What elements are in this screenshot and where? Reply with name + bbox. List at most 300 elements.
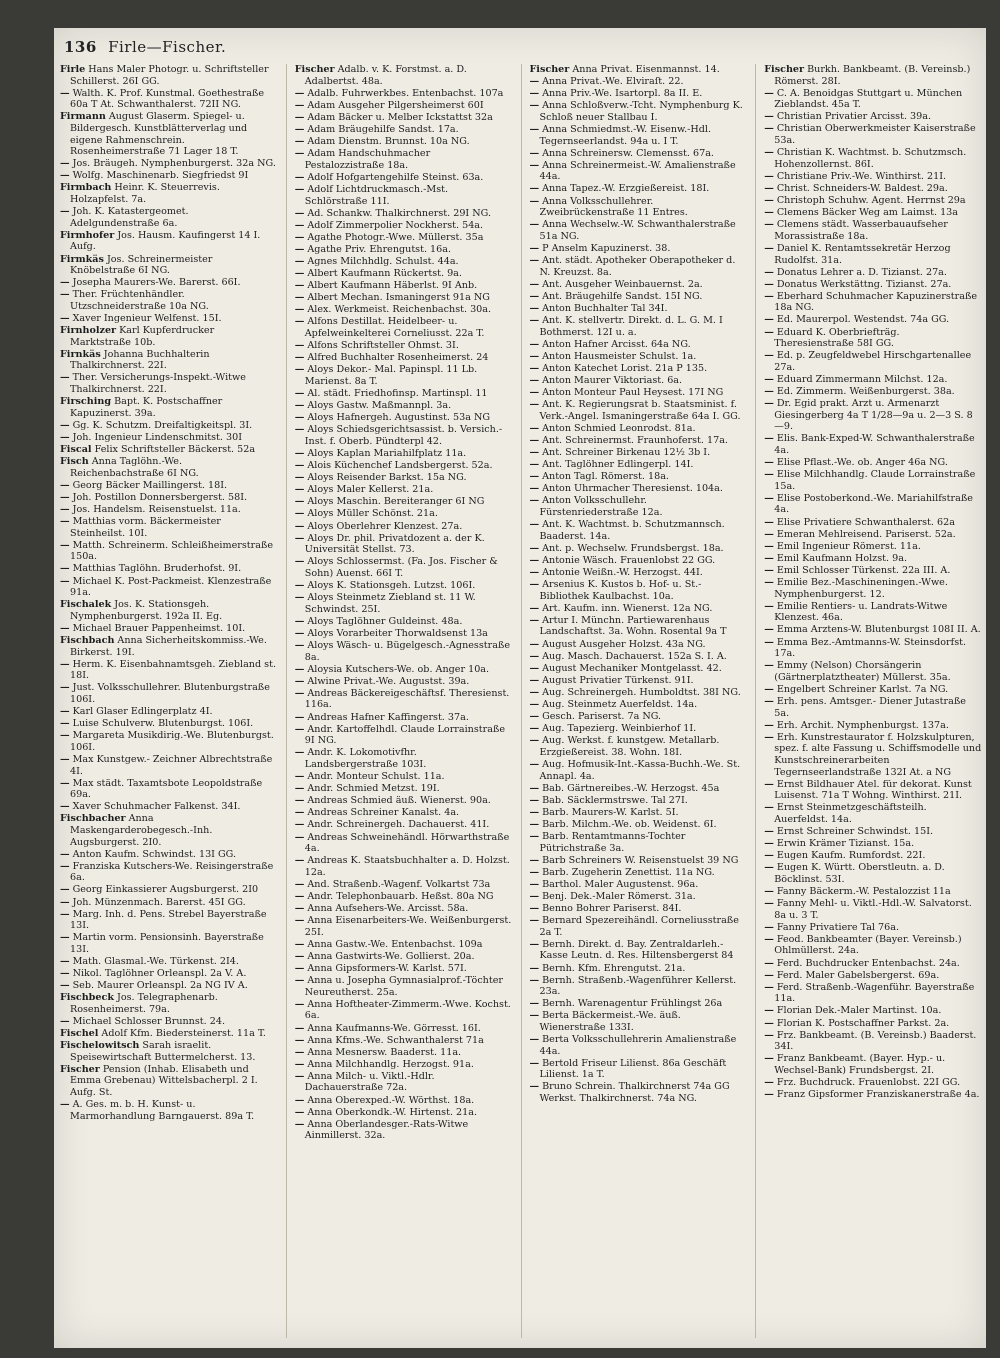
entry-details: Andr. Telephonbauarb. Heßst. 80a NG <box>307 890 494 902</box>
entry-details: Luise Schulverw. Blutenburgst. 106I. <box>72 718 254 730</box>
entry-details: Ferd. Buchdrucker Entenbachst. 24a. <box>776 957 960 969</box>
directory-entry <box>295 64 513 87</box>
entry-surname: — <box>294 292 305 304</box>
entry-surname: — <box>529 278 540 290</box>
entry-details: Anna Aufsehers-We. Arcisst. 58a. <box>307 903 469 915</box>
entry-surname: — <box>60 706 70 718</box>
directory-entry <box>530 1034 748 1057</box>
entry-details: Just. Volksschullehrer. Blutenburgstraße 106I. <box>70 682 270 705</box>
directory-entry <box>530 219 748 242</box>
directory-entry <box>60 444 278 456</box>
entry-surname: — <box>529 579 540 591</box>
entry-surname: — <box>764 719 774 731</box>
entry-details: Alois Küchenchef Landsbergerst. 52a. <box>307 460 493 472</box>
directory-entry <box>60 909 278 932</box>
entry-surname: — <box>294 352 305 364</box>
entry-surname: — <box>529 100 540 112</box>
entry-details: Ther. Versicherungs-Inspekt.-Witwe Thalkirchnerst. 22I. <box>70 372 246 396</box>
directory-entry <box>764 922 982 934</box>
directory-entry <box>295 1059 513 1071</box>
directory-entry <box>295 999 513 1022</box>
entry-details: Florian K. Postschaffner Parkst. 2a. <box>776 1017 950 1029</box>
directory-entry <box>530 148 748 160</box>
directory-entry <box>764 601 982 624</box>
entry-details: Clemens städt. Wasserbauaufseher Morassistraße 18a. <box>774 219 948 242</box>
entry-details: Fanny Bäckerm.-W. Pestalozzist 11a <box>776 885 951 897</box>
entry-details: Erh. Archit. Nymphenburgst. 137a. <box>776 719 949 731</box>
entry-surname: — <box>294 171 305 183</box>
entry-surname: — <box>294 496 305 508</box>
directory-entry <box>764 88 982 111</box>
directory-entry <box>295 891 513 903</box>
entry-surname: — <box>529 350 540 362</box>
directory-entry <box>530 423 748 435</box>
directory-entry <box>295 304 513 316</box>
entry-details: Ant. Taglöhner Edlingerpl. 14I. <box>542 459 694 471</box>
entry-details: Andr. K. Lokomotivfhr. Landsbergerstraße 103I. <box>304 747 427 770</box>
entry-details: Emil Ingenieur Römerst. 11a. <box>776 540 921 552</box>
directory-entry <box>295 292 513 304</box>
entry-surname: — <box>764 1053 774 1065</box>
directory-entry <box>60 659 278 682</box>
entry-details: Adalb. Fuhrwerkbes. Entenbachst. 107a <box>307 87 504 99</box>
entry-details: Aloys Müller Schönst. 21a. <box>307 508 438 520</box>
entry-surname: — <box>529 447 540 458</box>
directory-entry <box>60 182 278 205</box>
directory-entry <box>764 637 982 660</box>
entry-surname: — <box>60 431 70 443</box>
entry-surname: Fischer <box>60 1063 100 1075</box>
entry-details: Emeran Mehlreisend. Pariserst. 52a. <box>776 528 956 540</box>
entry-details: Math. Glasmal.-We. Türkenst. 2I4. <box>72 956 239 968</box>
entry-surname: — <box>294 87 305 99</box>
directory-entry <box>530 891 748 903</box>
entry-details: Anna Gastwirts-We. Gollierst. 20a. <box>307 950 475 962</box>
directory-entry <box>60 801 278 813</box>
entry-details: Eugen Kaufm. Rumfordst. 22I. <box>776 850 926 862</box>
entry-surname: — <box>294 592 305 604</box>
entry-details: Arsenius K. Kustos b. Hof- u. St.-Bibliothek Kaulbachst. 10a. <box>539 579 702 602</box>
entry-details: Anna Gipsformers-W. Karlst. 57I. <box>307 963 467 975</box>
directory-entry <box>764 934 982 957</box>
entry-surname: — <box>294 316 305 328</box>
entry-details: P Anselm Kapuzinerst. 38. <box>542 242 671 254</box>
entry-details: Franz Gipsformer Franziskanerstraße 4a. <box>776 1089 980 1101</box>
entry-details: Ant. Schreiner Birkenau 12½ 3b I. <box>542 447 711 458</box>
directory-entry <box>295 400 513 412</box>
directory-entry <box>60 980 278 992</box>
entry-details: Andreas Hafner Kaffingerst. 37a. <box>307 711 469 723</box>
entry-details: Christian Oberwerkmeister Kaiserstraße 53a. <box>774 123 976 147</box>
entry-surname: — <box>294 424 305 436</box>
entry-details: Adolf Lichtdruckmasch.-Mst. Schlörstraße 11I. <box>304 183 449 207</box>
entry-details: Aloysia Kutschers-We. ob. Anger 10a. <box>307 663 490 675</box>
entry-details: Aloys Wäsch- u. Bügelgesch.-Agnesstraße 8a. <box>304 640 511 663</box>
entry-surname: — <box>764 87 774 99</box>
entry-surname: — <box>294 448 305 459</box>
entry-details: Barb. Milchm.-We. ob. Weidenst. 6I. <box>542 818 717 830</box>
entry-details: Frz. Bankbeamt. (B. Vereinsb.) Baaderst. 34I. <box>774 1029 977 1053</box>
entry-details: Emilie Rentiers- u. Landrats-Witwe Klenzest. 46a. <box>774 600 948 624</box>
entry-details: Emmy (Nelson) Chorsängerin (Gärtnerplatztheater) Müllerst. 35a. <box>774 660 951 683</box>
entry-details: Jos. Schreinermeister Knöbelstraße 6I NG. <box>70 253 213 277</box>
directory-entry <box>764 624 982 636</box>
directory-entry <box>764 802 982 825</box>
directory-entry <box>764 1053 982 1076</box>
entry-details: Ant. Bräugehilfe Sandst. 15I NG. <box>542 290 703 302</box>
directory-entry <box>60 158 278 170</box>
entry-surname: — <box>529 998 540 1010</box>
directory-entry <box>530 363 748 375</box>
entry-details: Max städt. Taxamtsbote Leopoldstraße 69a. <box>70 777 263 801</box>
entry-details: Engelbert Schreiner Karlst. 7a NG. <box>776 683 949 695</box>
entry-surname: Firnkäs <box>60 348 101 360</box>
entry-details: Barb. Rentamtmanns-Tochter Pütrichstraße 3a. <box>539 831 686 854</box>
directory-entry <box>295 975 513 998</box>
entry-surname: — <box>764 219 774 231</box>
directory-entry <box>530 723 748 735</box>
entry-details: Alwine Privat.-We. Augustst. 39a. <box>307 675 470 687</box>
entry-surname: — <box>529 915 540 927</box>
entry-details: Bertold Friseur Lilienst. 86a Geschäft Lilienst. 1a T. <box>539 1057 727 1081</box>
entry-surname: — <box>60 848 70 860</box>
entry-surname: — <box>294 219 305 231</box>
directory-entry <box>295 1119 513 1142</box>
entry-surname: — <box>294 890 305 902</box>
entry-surname: — <box>294 1118 305 1130</box>
entry-details: Bernh. Kfm. Ehrengutst. 21a. <box>542 962 686 974</box>
entry-details: Artur I. Münchn. Partiewarenhaus Landschaftst. 3a. Wohn. Rosental 9a T <box>539 614 727 638</box>
entry-surname: — <box>294 183 305 195</box>
entry-surname: — <box>60 777 70 789</box>
entry-surname: — <box>529 147 540 159</box>
directory-entry <box>60 313 278 325</box>
entry-surname: — <box>764 660 774 672</box>
entry-surname: — <box>294 472 305 484</box>
entry-details: Ant. Schreinermst. Fraunhoferst. 17a. <box>542 434 728 446</box>
entry-details: Aloys K. Stationsgeh. Lutzst. 106I. <box>307 580 476 592</box>
entry-surname: — <box>529 471 540 483</box>
directory-entry <box>295 616 513 628</box>
entry-details: Ant. städt. Apotheker Oberapotheker d. N. Kreuzst. 8a. <box>539 255 736 278</box>
entry-details: Herm. K. Eisenbahnamtsgeh. Ziebland st. 18I. <box>70 658 276 682</box>
entry-surname: — <box>764 386 774 398</box>
directory-entry <box>764 898 982 921</box>
directory-entry <box>295 100 513 112</box>
directory-entry <box>530 579 748 602</box>
entry-details: Aloys Maschin. Bereiteranger 6I NG <box>307 496 485 508</box>
entry-surname: — <box>764 731 774 743</box>
entry-details: Eberhard Schuhmacher Kapuzinerstraße 18a NG. <box>774 290 978 314</box>
entry-surname: — <box>294 556 305 568</box>
entry-details: Joh. Ingenieur Lindenschmitst. 30I <box>72 431 243 443</box>
entry-details: Barb Schreiners W. Reisenstuelst 39 NG <box>542 854 739 866</box>
entry-surname: — <box>764 552 774 564</box>
directory-entry <box>764 1089 982 1101</box>
entry-surname: — <box>60 980 70 992</box>
directory-entry <box>295 807 513 819</box>
directory-entry <box>60 635 278 658</box>
entry-details: Felix Schriftsteller Bäckerst. 52a <box>94 444 256 455</box>
directory-entry <box>764 982 982 1005</box>
directory-entry <box>295 915 513 938</box>
entry-details: Bapt. K. Postschaffner Kapuzinerst. 39a. <box>70 396 223 419</box>
entry-details: August Glaserm. Spiegel- u. Bildergesch. Kunstblätterverlag und eigene Rahmenschrein. Rosenheimerstraße 71 Lager 18 T. <box>70 111 248 158</box>
directory-entry <box>60 813 278 848</box>
entry-surname: — <box>60 170 70 182</box>
entry-details: Michael Schlosser Brunnst. 24. <box>72 1016 225 1027</box>
directory-entry <box>530 759 748 782</box>
directory-entry <box>60 992 278 1015</box>
directory-entry <box>60 456 278 479</box>
entry-details: Ed. Zimmerm. Weißenburgerst. 38a. <box>776 386 955 398</box>
entry-details: Wolfg. Maschinenarb. Siegfriedst 9I <box>72 170 249 182</box>
entry-details: Berta Volksschullehrerin Amalienstraße 44a. <box>539 1034 737 1057</box>
directory-entry <box>60 480 278 492</box>
entry-details: Anna Privat.-We. Elviraſt. 22. <box>542 76 684 88</box>
directory-entry <box>60 1099 278 1122</box>
directory-entry <box>295 388 513 400</box>
entry-surname: — <box>764 969 774 981</box>
entry-surname: — <box>60 503 70 515</box>
entry-details: Adam Bäcker u. Melber Ickstattst 32a <box>307 111 493 123</box>
entry-details: Bernh. Warenagentur Frühlingst 26a <box>542 998 723 1010</box>
directory-entry <box>530 807 748 819</box>
entry-surname: — <box>764 182 774 194</box>
directory-entry <box>295 124 513 136</box>
directory-entry <box>530 663 748 675</box>
entry-details: Anna Wechselw.-W. Schwanthalerstraße 51a NG. <box>539 219 736 242</box>
entry-details: Hans Maler Photogr. u. Schriftsteller Schillerst. 26I GG. <box>70 64 269 87</box>
entry-surname: — <box>294 675 305 687</box>
entry-details: Anna Volksschullehrer. Zweibrückenstraße 11 Entres. <box>539 195 688 219</box>
entry-details: Ant. Ausgeher Weinbauernst. 2a. <box>542 278 703 290</box>
entry-surname: — <box>764 981 774 993</box>
entry-surname: Firmbach <box>60 182 112 194</box>
entry-details: Art. Kaufm. inn. Wienerst. 12a NG. <box>542 602 713 614</box>
entry-details: Albert Mechan. Ismaningerst 91a NG <box>307 292 490 304</box>
entry-surname: — <box>529 566 540 578</box>
directory-entry <box>295 1107 513 1119</box>
entry-surname: Fischer <box>294 64 335 75</box>
entry-details: Gg. K. Schutzm. Dreifaltigkeitspl. 3I. <box>72 419 253 431</box>
entry-surname: — <box>60 860 70 872</box>
entry-details: Aloys Schiedsgerichtsassist. b. Versich.-Inst. f. Oberb. Pündterpl 42. <box>304 424 503 447</box>
entry-details: Ed. p. Zeugfeldwebel Hirschgartenallee 27a. <box>774 350 972 373</box>
directory-entry <box>295 521 513 533</box>
entry-details: Emma Arztens-W. Blutenburgst 108I II. A. <box>776 624 981 636</box>
directory-entry <box>60 540 278 563</box>
directory-entry <box>295 640 513 663</box>
directory-entry <box>764 850 982 862</box>
entry-details: Benj. Dek.-Maler Römerst. 31a. <box>542 890 696 902</box>
entry-surname: — <box>294 1046 305 1058</box>
directory-entry <box>295 664 513 676</box>
entry-surname: — <box>294 998 305 1010</box>
entry-details: Albert Kaufmann Häberlst. 9I Anb. <box>307 280 478 292</box>
entry-surname: — <box>294 400 305 412</box>
entry-surname: — <box>294 950 305 962</box>
page-header <box>64 38 226 56</box>
entry-surname: — <box>529 711 540 723</box>
entry-details: Emma Bez.-Amtmanns-W. Steinsdorfst. 17a. <box>774 636 967 660</box>
entry-details: Erh. pens. Amtsger.- Diener Jutastraße 5a. <box>774 695 966 719</box>
directory-entry <box>764 660 982 683</box>
entry-surname: — <box>60 372 70 384</box>
directory-entry <box>295 855 513 878</box>
entry-details: Erh. Kunstrestaurator f. Holzskulpturen, spez. f. alte Fassung u. Schiffsmodelle und Kunstschreinerarbeiten Tegernseerlandstraße 132I At. a NG <box>774 731 982 778</box>
directory-entry <box>530 387 748 399</box>
directory-entry <box>764 970 982 982</box>
directory-entry <box>295 795 513 807</box>
entry-details: Anna Kfms.-We. Schwanthalerst 71a <box>307 1034 484 1046</box>
directory-entry <box>764 207 982 219</box>
entry-details: Eduard Zimmermann Milchst. 12a. <box>776 373 948 385</box>
directory-entry <box>764 243 982 266</box>
directory-entry <box>295 172 513 184</box>
entry-surname: — <box>529 159 540 171</box>
directory-entry <box>530 483 748 495</box>
page-number: 136 <box>64 38 97 56</box>
entry-surname: — <box>764 885 774 897</box>
entry-surname: — <box>764 1029 774 1041</box>
entry-details: Anton Schmied Leonrodst. 81a. <box>542 422 696 434</box>
entry-details: Adam Dienstm. Brunnst. 10a NG. <box>307 136 470 148</box>
entry-surname: — <box>529 399 540 411</box>
directory-entry <box>530 603 748 615</box>
entry-surname: — <box>529 290 540 302</box>
entry-details: Aug. Werkst. f. kunstgew. Metallarb. Erzgießereist. 38. Wohn. 18I. <box>539 735 720 758</box>
entry-surname: — <box>764 147 774 159</box>
directory-entry <box>764 433 982 456</box>
directory-entry <box>60 1040 278 1063</box>
entry-details: Josepha Maurers-We. Barerst. 66I. <box>72 277 241 289</box>
entry-details: Christiane Priv.-We. Winthirst. 21I. <box>776 170 947 182</box>
directory-entry <box>60 432 278 444</box>
entry-details: Aug. Tapezierg. Weinbierhof 1I. <box>542 723 697 735</box>
directory-entry <box>60 1028 278 1040</box>
entry-surname: — <box>529 495 540 507</box>
directory-entry <box>530 243 748 255</box>
entry-details: Andreas Schreiner Kanalst. 4a. <box>307 807 460 819</box>
entry-surname: — <box>60 932 70 944</box>
entry-details: Andreas Schmied äuß. Wienerst. 90a. <box>307 795 491 807</box>
directory-entry <box>764 291 982 314</box>
column-1 <box>60 64 278 1338</box>
entry-surname: Fischel <box>60 1028 99 1040</box>
directory-entry <box>530 783 748 795</box>
directory-entry <box>60 576 278 599</box>
directory-entry <box>764 732 982 778</box>
directory-entry <box>60 111 278 157</box>
entry-details: Fanny Mehl- u. Viktl.-Hdl.-W. Salvatorst. 8a u. 3 T. <box>774 898 972 921</box>
entry-details: Burkh. Bankbeamt. (B. Vereinsb.) Römerst. 28I. <box>774 64 971 87</box>
entry-details: Anna Priv.-We. Isartorpl. 8a II. E. <box>542 88 703 100</box>
entry-surname: — <box>764 577 774 589</box>
entry-surname: — <box>764 433 774 445</box>
directory-entry <box>764 195 982 207</box>
directory-entry <box>60 170 278 182</box>
directory-entry <box>295 592 513 615</box>
entry-surname: — <box>294 268 305 280</box>
entry-surname: — <box>60 682 70 694</box>
entry-surname: — <box>294 460 305 472</box>
entry-surname: — <box>529 374 540 386</box>
directory-entry <box>764 517 982 529</box>
entry-surname: — <box>529 387 540 399</box>
entry-surname: — <box>294 903 305 915</box>
entry-surname: — <box>294 388 305 400</box>
entry-details: Anna Maskengarderobegesch.-Inh. Augsburgerst. 2I0. <box>70 813 213 848</box>
directory-entry <box>60 230 278 253</box>
entry-surname: — <box>529 88 540 100</box>
entry-surname: — <box>294 855 305 867</box>
directory-entry <box>764 541 982 553</box>
directory-entry <box>764 183 982 195</box>
directory-entry <box>60 254 278 277</box>
directory-entry <box>764 684 982 696</box>
directory-entry <box>60 623 278 635</box>
directory-entry <box>295 220 513 232</box>
directory-entry <box>60 64 278 87</box>
entry-surname: — <box>764 1089 774 1101</box>
entry-details: Jos. Handelsm. Reisenstuelst. 11a. <box>72 503 241 515</box>
entry-details: Andr. Monteur Schulst. 11a. <box>307 771 445 783</box>
entry-details: Aug. Schreinergeh. Humboldtst. 38I NG. <box>542 686 741 698</box>
directory-entry <box>295 508 513 520</box>
entry-details: Eugen K. Württ. Oberstleutn. a. D. Böcklinst. 53I. <box>774 862 945 885</box>
entry-details: Anton Monteur Paul Heysest. 17I NG <box>542 387 724 399</box>
entry-surname: — <box>60 312 70 324</box>
entry-surname: — <box>60 1016 70 1027</box>
directory-entry <box>764 350 982 373</box>
directory-entry <box>764 327 982 350</box>
entry-surname: — <box>764 838 774 850</box>
entry-details: Andr. Schmied Metzst. 19I. <box>307 783 440 795</box>
directory-entry <box>530 1010 748 1033</box>
directory-entry <box>764 720 982 732</box>
entry-surname: Fischalek <box>60 599 112 611</box>
directory-entry <box>764 1077 982 1089</box>
entry-surname: — <box>294 1106 305 1118</box>
entry-details: Christian K. Wachtmst. b. Schutzmsch. Hohenzollernst. 86I. <box>774 147 967 170</box>
directory-entry <box>60 420 278 432</box>
entry-details: Sarah israelit. Speisewirtschaft Buttermelcherst. 13. <box>70 1040 256 1063</box>
directory-entry <box>295 903 513 915</box>
directory-entry <box>295 340 513 352</box>
directory-entry <box>60 1064 278 1099</box>
entry-details: Joh. Postillon Donnersbergerst. 58I. <box>72 491 248 503</box>
directory-entry <box>764 469 982 492</box>
entry-details: Florian Dek.-Maler Martinst. 10a. <box>776 1005 942 1017</box>
directory-entry <box>764 314 982 326</box>
directory-entry <box>764 886 982 898</box>
directory-entry <box>295 783 513 795</box>
entry-details: Aug. Hofmusik-Int.-Kassa-Buchh.-We. St. Annapl. 4a. <box>539 758 741 782</box>
entry-surname: — <box>294 1022 305 1034</box>
entry-details: C. A. Benoidgas Stuttgart u. München Zieblandst. 45a T. <box>774 87 963 111</box>
directory-entry <box>530 975 748 998</box>
entry-surname: — <box>294 795 305 807</box>
entry-details: Anna Taglöhn.-We. Reichenbachstraße 6I NG. <box>70 456 199 479</box>
directory-entry <box>530 651 748 663</box>
column-3 <box>530 64 748 1338</box>
directory-entry <box>295 496 513 508</box>
entry-surname: — <box>764 207 774 219</box>
directory-entry <box>530 519 748 542</box>
entry-surname: — <box>764 636 774 648</box>
entry-surname: — <box>764 564 774 576</box>
